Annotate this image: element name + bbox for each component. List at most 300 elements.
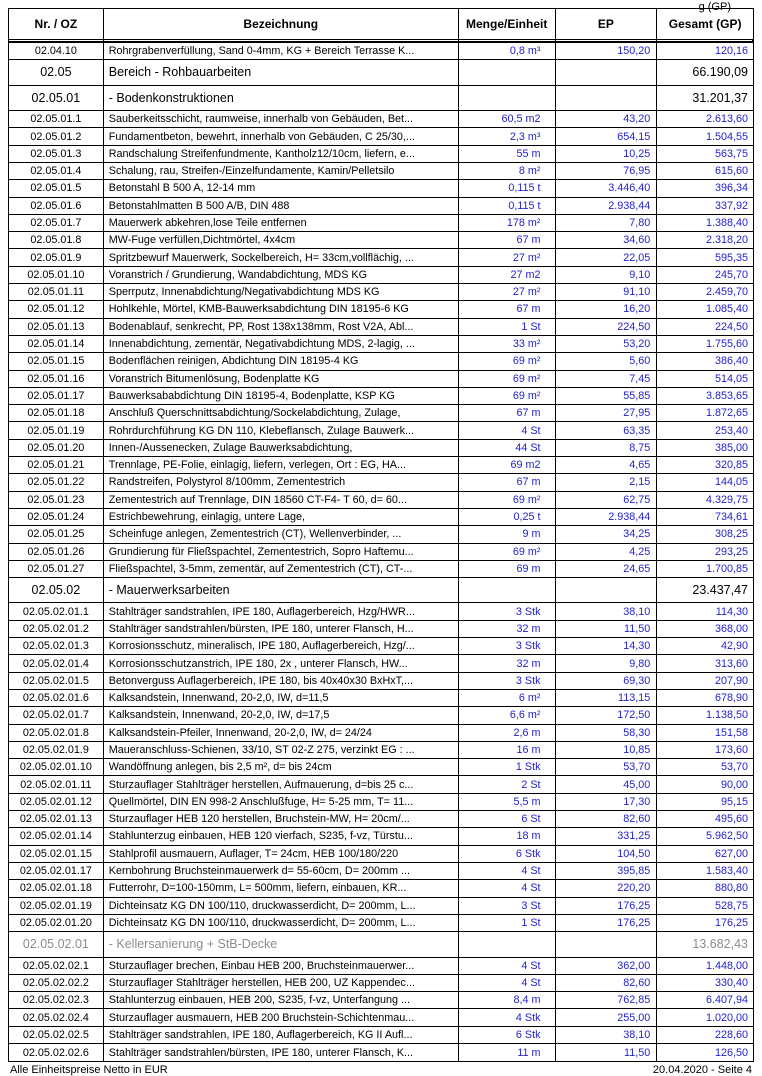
- cell-menge: 27 m²: [459, 249, 556, 265]
- section-row: [9, 932, 753, 957]
- cell-bez: Voranstrich / Grundierung, Wandabdichtung, MDS KG: [104, 267, 459, 283]
- cell-nr: 02.05.01.25: [9, 526, 104, 542]
- cell-gp: 514,05: [714, 372, 748, 385]
- cell-nr: 02.05.02.02.1: [9, 958, 104, 974]
- cell-gp: 1.755,60: [705, 338, 748, 351]
- cell-gp: 337,92: [714, 199, 748, 212]
- cell-menge: 4 St: [459, 863, 556, 879]
- cell-bez: MW-Fuge verfüllen,Dichtmörtel, 4x4cm: [104, 232, 459, 248]
- cell-bez: Quellmörtel, DIN EN 998-2 Anschlußfuge, H= 5-25 mm, T= 11...: [104, 794, 459, 810]
- table-row: [9, 1009, 753, 1026]
- cell-bez: Stahlträger sandstrahlen/bürsten, IPE 180, unterer Flansch, K...: [104, 1044, 459, 1061]
- cell-ep: 5,60: [556, 353, 658, 369]
- cell-bez: Dichteinsatz KG DN 100/110, druckwasserdicht, D= 200mm, L...: [104, 898, 459, 914]
- cell-ep: [556, 578, 658, 602]
- cell-nr: 02.05.02.01.4: [9, 655, 104, 671]
- cell-bez: Stahlprofil ausmauern, Auflager, T= 24cm, HEB 100/180/220: [104, 846, 459, 862]
- cell-nr: 02.05.01.18: [9, 405, 104, 421]
- table-row: [9, 725, 753, 742]
- cell-nr: 02.05.02.01.9: [9, 742, 104, 758]
- cell-nr: 02.05.02.01.12: [9, 794, 104, 810]
- table-row: [9, 846, 753, 863]
- cell-nr: 02.04.10: [9, 43, 104, 59]
- table-row: [9, 267, 753, 284]
- cell-gp: 734,61: [714, 511, 748, 524]
- cell-ep: 63,35: [556, 422, 658, 438]
- cell-nr: 02.05.02.01.13: [9, 811, 104, 827]
- cell-menge: 2,3 m³: [459, 128, 556, 144]
- table-row: [9, 958, 753, 975]
- cell-bez: Trennlage, PE-Folie, einlagig, liefern, verlegen, Ort : EG, HA...: [104, 457, 459, 473]
- table-body: [9, 43, 753, 1061]
- cell-bez: Betonverguss Auflagerbereich, IPE 180, bis 40x40x30 BxHxT,...: [104, 673, 459, 689]
- cell-gp: 330,40: [714, 976, 748, 989]
- cell-nr: 02.05.02: [9, 578, 104, 602]
- table-row: [9, 301, 753, 318]
- cell-nr: 02.05.01.13: [9, 319, 104, 335]
- table-row: [9, 336, 753, 353]
- cell-nr: 02.05.01.3: [9, 146, 104, 162]
- table-row: [9, 198, 753, 215]
- table-row: [9, 690, 753, 707]
- table-row: [9, 1027, 753, 1044]
- spacer-cell: [657, 40, 753, 41]
- cell-bez: Betonstahlmatten B 500 A/B, DIN 488: [104, 198, 459, 214]
- cell-bez: Fließspachtel, 3-5mm, zementär, auf Zementestrich (CT), CT-...: [104, 561, 459, 577]
- table-row: [9, 638, 753, 655]
- cell-gp: 1.388,40: [705, 217, 748, 229]
- cell-gp: 31.201,37: [692, 90, 748, 105]
- cell-gp: 23.437,47: [692, 583, 748, 598]
- cell-bez: Kalksandstein, Innenwand, 20-2,0, IW, d=11,5: [104, 690, 459, 706]
- cell-ep: [556, 86, 658, 110]
- cell-ep: 362,00: [556, 958, 658, 974]
- cell-menge: 5,5 m: [459, 794, 556, 810]
- cell-ep: 331,25: [556, 828, 658, 844]
- cell-menge: 6 St: [459, 811, 556, 827]
- cell-ep: 38,10: [556, 603, 658, 619]
- quantities-table: [8, 1, 754, 1062]
- cell-bez: Sturzauflager Stahlträger herstellen, Aufmauerung, d=bis 25 c...: [104, 776, 459, 792]
- cell-nr: 02.05.02.01.20: [9, 915, 104, 931]
- cell-gp: 6.407,94: [705, 994, 748, 1007]
- cell-nr: 02.05.02.02.3: [9, 992, 104, 1008]
- cell-gp: 1.583,40: [705, 865, 748, 878]
- cell-nr: 02.05.02.01.5: [9, 673, 104, 689]
- cell-gp: 126,50: [714, 1046, 748, 1059]
- table-row: [9, 794, 753, 811]
- cell-nr: 02.05.02.01: [9, 932, 104, 956]
- table-row: [9, 492, 753, 509]
- table-row: [9, 526, 753, 543]
- cell-ep: 654,15: [556, 128, 658, 144]
- table-row: [9, 422, 753, 439]
- cell-nr: 02.05.01.11: [9, 284, 104, 300]
- cell-bez: Stahlträger sandstrahlen/bürsten, IPE 180, unterer Flansch, H...: [104, 621, 459, 637]
- cell-nr: 02.05.02.01.19: [9, 898, 104, 914]
- cell-bez: Spritzbewurf Mauerwerk, Sockelbereich, H= 33cm,vollflächig, ...: [104, 249, 459, 265]
- cell-nr: 02.05.01.14: [9, 336, 104, 352]
- cell-nr: 02.05.01.5: [9, 180, 104, 196]
- table-row: [9, 880, 753, 897]
- table-row: [9, 603, 753, 620]
- footer-date-page: 20.04.2020 - Seite 4: [652, 1064, 752, 1076]
- cell-gp: 253,40: [714, 424, 748, 437]
- cell-ep: 2.938,44: [556, 198, 658, 214]
- cell-bez: Zementestrich auf Trennlage, DIN 18560 CT-F4- T 60, d= 60...: [104, 492, 459, 508]
- cell-ep: 224,50: [556, 319, 658, 335]
- table-row: [9, 776, 753, 793]
- cell-gp: 880,80: [714, 882, 748, 895]
- cell-bez: Stahlunterzug einbauen, HEB 120 vierfach, S235, f-vz, Türstu...: [104, 828, 459, 844]
- cell-bez: Betonstahl B 500 A, 12-14 mm: [104, 180, 459, 196]
- table-row: [9, 405, 753, 422]
- section-row: [9, 86, 753, 111]
- cell-ep: 3.446,40: [556, 180, 658, 196]
- cell-nr: 02.05.02.01.11: [9, 776, 104, 792]
- table-row: [9, 128, 753, 145]
- spacer-cell: [556, 40, 658, 41]
- table-row: [9, 655, 753, 672]
- cell-nr: 02.05.01.21: [9, 457, 104, 473]
- cell-ep: 16,20: [556, 301, 658, 317]
- cell-menge: 1 Stk: [459, 759, 556, 775]
- table-row: [9, 249, 753, 266]
- cell-gp: 1.138,50: [705, 709, 748, 722]
- cell-gp: 4.329,75: [705, 493, 748, 506]
- table-row: [9, 353, 753, 370]
- cell-gp: 245,70: [714, 268, 748, 281]
- table-row: [9, 284, 753, 301]
- cell-ep: 113,15: [556, 690, 658, 706]
- cell-menge: 8,4 m: [459, 992, 556, 1008]
- cell-menge: 3 Stk: [459, 638, 556, 654]
- cell-menge: 18 m: [459, 828, 556, 844]
- cell-gp: 1.085,40: [705, 303, 748, 316]
- cell-menge: 44 St: [459, 440, 556, 456]
- cell-nr: 02.05.02.01.18: [9, 880, 104, 896]
- cell-bez: Sauberkeitsschicht, raumweise, innerhalb von Gebäuden, Bet...: [104, 111, 459, 127]
- cell-ep: 7,45: [556, 371, 658, 387]
- cell-ep: 150,20: [556, 43, 658, 59]
- cell-nr: 02.05.01.1: [9, 111, 104, 127]
- table-row: [9, 707, 753, 724]
- cell-ep: 34,25: [556, 526, 658, 542]
- cell-gp: 173,60: [714, 744, 748, 756]
- cell-menge: 2,6 m: [459, 725, 556, 741]
- cell-nr: 02.05.02.02.4: [9, 1009, 104, 1025]
- cell-menge: [459, 60, 556, 84]
- cell-menge: 2 St: [459, 776, 556, 792]
- cell-gp: 308,25: [714, 528, 748, 541]
- cell-ep: 7,80: [556, 215, 658, 231]
- cell-gp: 293,25: [714, 545, 748, 558]
- cell-menge: 32 m: [459, 655, 556, 671]
- cell-bez: Rohrgrabenverfüllung, Sand 0-4mm, KG + Bereich Terrasse K...: [104, 43, 459, 59]
- table-header-row: [9, 9, 753, 40]
- cell-ep: 176,25: [556, 898, 658, 914]
- cell-bez: Stahlunterzug einbauen, HEB 200, S235, f-vz, Unterfangung ...: [104, 992, 459, 1008]
- cell-gp: 385,00: [714, 441, 748, 454]
- cell-menge: 3 Stk: [459, 603, 556, 619]
- cell-gp: 1.448,00: [705, 959, 748, 972]
- cell-menge: 4 St: [459, 880, 556, 896]
- cell-bez: Anschluß Querschnittsabdichtung/Sockelabdichtung, Zulage,: [104, 405, 459, 421]
- cell-bez: Randstreifen, Polystyrol 8/100mm, Zementestrich: [104, 474, 459, 490]
- cell-ep: 8,75: [556, 440, 658, 456]
- cell-ep: 14,30: [556, 638, 658, 654]
- cell-ep: 76,95: [556, 163, 658, 179]
- table-row: [9, 146, 753, 163]
- cell-gp: 5.962,50: [705, 830, 748, 843]
- cell-bez: Innen-/Aussenecken, Zulage Bauwerksabdichtung,: [104, 440, 459, 456]
- cell-nr: 02.05.02.01.3: [9, 638, 104, 654]
- spacer-cell: [104, 40, 459, 41]
- cell-ep: 176,25: [556, 915, 658, 931]
- cell-ep: 11,50: [556, 621, 658, 637]
- cell-ep: 43,20: [556, 111, 658, 127]
- cell-gp: 386,40: [714, 355, 748, 368]
- table-row: [9, 1044, 753, 1061]
- cell-ep: 17,30: [556, 794, 658, 810]
- cell-nr: 02.05.02.01.8: [9, 725, 104, 741]
- cell-bez: Sperrputz, Innenabdichtung/Negativabdichtung MDS KG: [104, 284, 459, 300]
- cell-ep: 38,10: [556, 1027, 658, 1043]
- cell-menge: 69 m: [459, 561, 556, 577]
- table-row: [9, 440, 753, 457]
- cell-bez: Grundierung für Fließspachtel, Zementestrich, Sopro Haftemu...: [104, 544, 459, 560]
- cell-gp: 13.682,43: [692, 937, 748, 952]
- cell-gp: 678,90: [714, 692, 748, 705]
- cell-menge: 69 m²: [459, 544, 556, 560]
- cell-ep: 45,00: [556, 776, 658, 792]
- cell-gp: 53,70: [720, 761, 748, 774]
- cell-bez: Stahlträger sandstrahlen, IPE 180, Auflagerbereich, Hzg/HWR...: [104, 603, 459, 619]
- cell-gp: 90,00: [720, 778, 748, 791]
- cell-gp: 207,90: [714, 674, 748, 687]
- cell-nr: 02.05.01.12: [9, 301, 104, 317]
- spacer-cell: [9, 40, 104, 41]
- cell-nr: 02.05.02.01.1: [9, 603, 104, 619]
- cell-menge: 33 m²: [459, 336, 556, 352]
- cell-nr: 02.05.02.02.2: [9, 975, 104, 991]
- cell-gp: 114,30: [715, 605, 748, 618]
- cell-menge: 1 St: [459, 915, 556, 931]
- cell-ep: 2.938,44: [556, 509, 658, 525]
- spacer-cell: [459, 40, 556, 41]
- header-cell-bezeichnung: Bezeichnung: [104, 9, 459, 39]
- cell-ep: 172,50: [556, 707, 658, 723]
- cell-gp: 615,60: [714, 165, 748, 178]
- cell-menge: 69 m²: [459, 492, 556, 508]
- cell-bez: Wandöffnung anlegen, bis 2,5 m², d= bis 24cm: [104, 759, 459, 775]
- cell-nr: 02.05.02.01.10: [9, 759, 104, 775]
- cell-menge: 178 m²: [459, 215, 556, 231]
- cell-menge: 69 m²: [459, 388, 556, 404]
- cell-ep: 10,85: [556, 742, 658, 758]
- cell-gp: 396,34: [714, 182, 748, 195]
- cell-nr: 02.05.01.16: [9, 371, 104, 387]
- cell-gp: 495,60: [714, 813, 748, 826]
- cell-ep: 255,00: [556, 1009, 658, 1025]
- cell-bez: Kernbohrung Bruchsteinmauerwerk d= 55-60cm, D= 200mm ...: [104, 863, 459, 879]
- cell-menge: 11 m: [459, 1044, 556, 1061]
- cell-bez: Dichteinsatz KG DN 100/110, druckwasserdicht, D= 200mm, L...: [104, 915, 459, 931]
- header-cell-ep: EP: [556, 9, 658, 39]
- table-row: [9, 319, 753, 336]
- cell-gp: 224,50: [714, 320, 748, 333]
- table-row: [9, 232, 753, 249]
- cell-gp: 144,05: [714, 476, 748, 489]
- section-row: [9, 578, 753, 603]
- cell-ep: 53,70: [556, 759, 658, 775]
- cell-gp: 95,15: [720, 795, 748, 808]
- cell-ep: 4,65: [556, 457, 658, 473]
- table-row: [9, 828, 753, 845]
- cell-menge: 4 St: [459, 422, 556, 438]
- cell-bez: Scheinfuge anlegen, Zementestrich (CT), Wellenverbinder, ...: [104, 526, 459, 542]
- cell-menge: 69 m2: [459, 457, 556, 473]
- cell-nr: 02.05.01.22: [9, 474, 104, 490]
- table-row: [9, 561, 753, 578]
- cell-nr: 02.05.01.8: [9, 232, 104, 248]
- cell-bez: Sturzauflager HEB 120 herstellen, Bruchstein-MW, H= 20cm/...: [104, 811, 459, 827]
- cell-bez: - Bodenkonstruktionen: [104, 86, 459, 110]
- cell-ep: [556, 932, 658, 956]
- cell-menge: [459, 86, 556, 110]
- cell-nr: 02.05.01.2: [9, 128, 104, 144]
- cell-bez: Voranstrich Bitumenlösung, Bodenplatte KG: [104, 371, 459, 387]
- table-row: [9, 371, 753, 388]
- table-row: [9, 388, 753, 405]
- cell-nr: 02.05.02.02.5: [9, 1027, 104, 1043]
- cell-ep: 91,10: [556, 284, 658, 300]
- table-row: [9, 863, 753, 880]
- cell-gp: 1.872,65: [705, 407, 748, 420]
- cell-ep: 58,30: [556, 725, 658, 741]
- cell-menge: 69 m²: [459, 371, 556, 387]
- cell-bez: Mauerwerk abkehren,lose Teile entfernen: [104, 215, 459, 231]
- cell-menge: 0,115 t: [459, 198, 556, 214]
- cell-menge: 6 Stk: [459, 1027, 556, 1043]
- cell-ep: 4,25: [556, 544, 658, 560]
- cell-menge: 8 m²: [459, 163, 556, 179]
- cell-ep: 395,85: [556, 863, 658, 879]
- table-row: [9, 111, 753, 128]
- table-row: [9, 742, 753, 759]
- cell-nr: 02.05.01: [9, 86, 104, 110]
- table-row: [9, 811, 753, 828]
- cell-gp: 1.504,55: [705, 130, 748, 143]
- cell-nr: 02.05.01.10: [9, 267, 104, 283]
- cell-bez: Maueranschluss-Schienen, 33/10, ST 02-Z 275, verzinkt EG : ...: [104, 742, 459, 758]
- cell-menge: [459, 578, 556, 602]
- table-row: [9, 621, 753, 638]
- cell-nr: 02.05.02.01.2: [9, 621, 104, 637]
- cell-menge: 55 m: [459, 146, 556, 162]
- cell-bez: Korrosionsschutz, mineralisch, IPE 180, Auflagerbereich, Hzg/...: [104, 638, 459, 654]
- cell-menge: 27 m2: [459, 267, 556, 283]
- cell-gp: 120,16: [714, 45, 748, 58]
- cell-nr: 02.05.01.15: [9, 353, 104, 369]
- cell-ep: 104,50: [556, 846, 658, 862]
- cell-menge: 60,5 m2: [459, 111, 556, 127]
- cell-gp: 1.020,00: [705, 1011, 748, 1024]
- table-row: [9, 215, 753, 232]
- cell-ep: 11,50: [556, 1044, 658, 1061]
- cell-bez: Korrosionsschutzanstrich, IPE 180, 2x , unterer Flansch, HW...: [104, 655, 459, 671]
- table-row: [9, 43, 753, 60]
- cell-bez: Kalksandstein-Pfeiler, Innenwand, 20-2,0, IW, d= 24/24: [104, 725, 459, 741]
- cell-menge: 6 m²: [459, 690, 556, 706]
- cell-gp: 151,58: [714, 726, 748, 739]
- cell-ep: 10,25: [556, 146, 658, 162]
- cell-menge: 1 St: [459, 319, 556, 335]
- cell-menge: 67 m: [459, 232, 556, 248]
- cell-gp: 368,00: [714, 622, 748, 635]
- cell-nr: 02.05.02.02.6: [9, 1044, 104, 1061]
- cell-menge: 67 m: [459, 301, 556, 317]
- cell-bez: Bodenablauf, senkrecht, PP, Rost 138x138mm, Rost V2A, Abl...: [104, 319, 459, 335]
- table-row: [9, 457, 753, 474]
- table-row: [9, 509, 753, 526]
- cell-bez: - Kellersanierung + StB-Decke: [104, 932, 459, 956]
- cell-bez: Fundamentbeton, bewehrt, innerhalb von Gebäuden, C 25/30,...: [104, 128, 459, 144]
- cell-gp: 2.613,60: [705, 113, 748, 126]
- cell-menge: 6,6 m²: [459, 707, 556, 723]
- cell-ep: 24,65: [556, 561, 658, 577]
- cell-ep: 53,20: [556, 336, 658, 352]
- cell-ep: 82,60: [556, 975, 658, 991]
- cell-bez: Sturzauflager brechen, Einbau HEB 200, Bruchsteinmauerwer...: [104, 958, 459, 974]
- cell-bez: Futterrohr, D=100-150mm, L= 500mm, liefern, einbauen, KR...: [104, 880, 459, 896]
- cell-nr: 02.05.02.01.7: [9, 707, 104, 723]
- table-row: [9, 544, 753, 561]
- cell-bez: Randschalung Streifenfundmente, Kantholz12/10cm, liefern, e...: [104, 146, 459, 162]
- table-row: [9, 673, 753, 690]
- table-row: [9, 474, 753, 491]
- cell-gp: 176,25: [714, 916, 748, 929]
- cell-gp: 1.700,85: [705, 562, 748, 575]
- cell-menge: 4 St: [459, 975, 556, 991]
- cell-gp: 66.190,09: [692, 65, 748, 80]
- cell-menge: 67 m: [459, 474, 556, 490]
- cell-nr: 02.05.02.01.6: [9, 690, 104, 706]
- cell-nr: 02.05.02.01.17: [9, 863, 104, 879]
- cell-bez: Innenabdichtung, zementär, Negativabdichtung MDS, 2-lagig, ...: [104, 336, 459, 352]
- cell-gp: 595,35: [714, 251, 748, 264]
- cell-menge: 3 Stk: [459, 673, 556, 689]
- cell-nr: 02.05.02.01.15: [9, 846, 104, 862]
- cell-menge: 4 Stk: [459, 1009, 556, 1025]
- cell-bez: - Mauerwerksarbeiten: [104, 578, 459, 602]
- cell-gp: 313,60: [714, 657, 748, 670]
- cell-nr: 02.05.01.26: [9, 544, 104, 560]
- cell-gp: 3.853,65: [705, 389, 748, 402]
- section-row: [9, 60, 753, 85]
- cell-ep: 762,85: [556, 992, 658, 1008]
- cell-bez: Estrichbewehrung, einlagig, untere Lage,: [104, 509, 459, 525]
- cell-menge: 4 St: [459, 958, 556, 974]
- cell-bez: Sturzauflager ausmauern, HEB 200 Bruchstein-Schichtenmau...: [104, 1009, 459, 1025]
- cell-bez: Bauwerksababdichtung DIN 18195-4, Bodenplatte, KSP KG: [104, 388, 459, 404]
- cell-menge: 0,8 m³: [459, 43, 556, 59]
- cell-menge: 0,115 t: [459, 180, 556, 196]
- table-row: [9, 180, 753, 197]
- cell-menge: 16 m: [459, 742, 556, 758]
- cell-nr: 02.05: [9, 60, 104, 84]
- cell-ep: 9,10: [556, 267, 658, 283]
